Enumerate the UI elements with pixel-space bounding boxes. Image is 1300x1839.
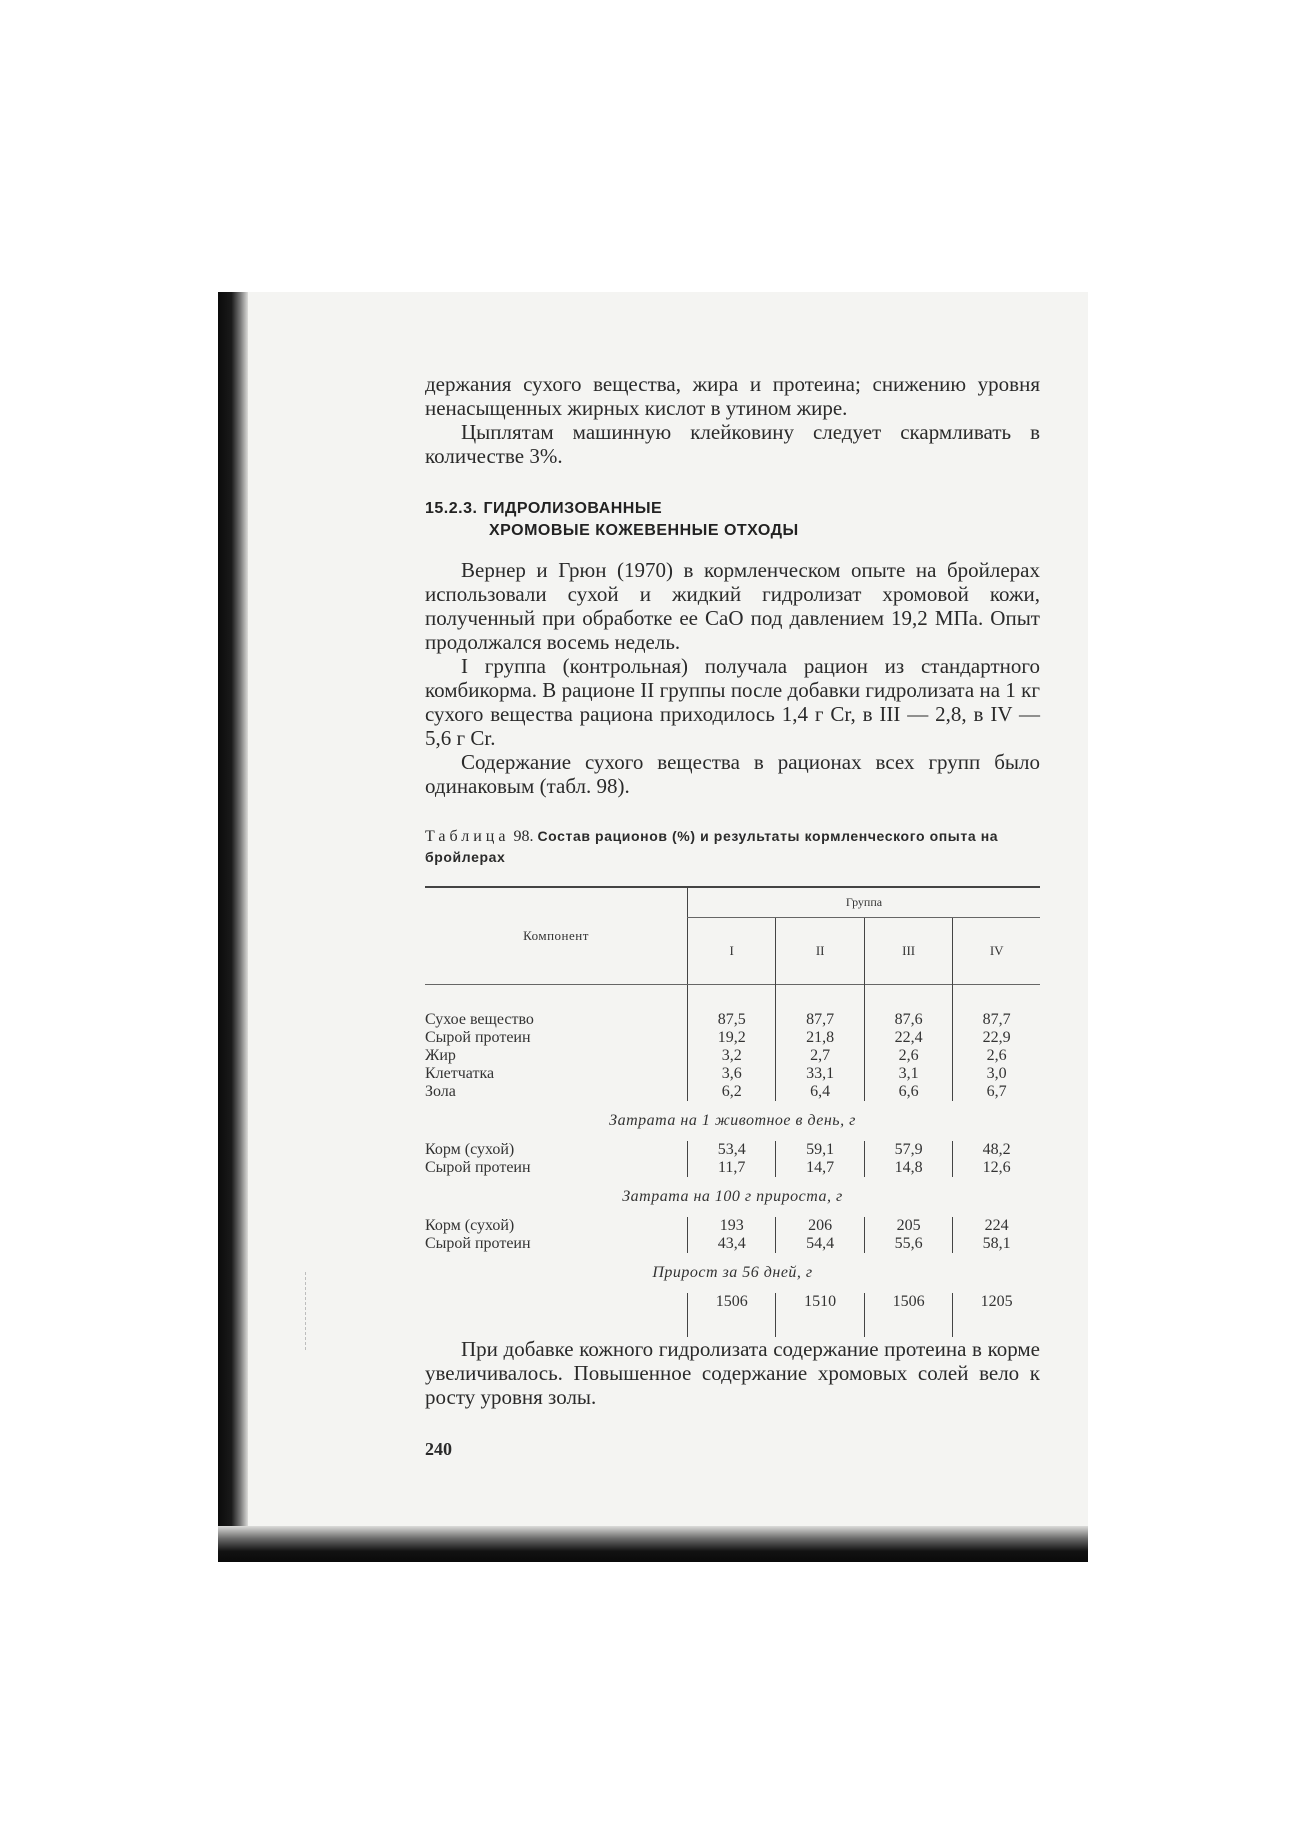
cell: 21,8: [776, 1029, 864, 1047]
intro-paragraph-1: держания сухого вещества, жира и протеина; снижению уровня ненасыщенных жирных кислот в утином жире.: [425, 372, 1040, 420]
cell: 14,7: [776, 1159, 864, 1177]
section-heading-line1: ГИДРОЛИЗОВАННЫЕ: [483, 500, 663, 517]
section-title-3: Прирост за 56 дней, г: [652, 1264, 813, 1281]
row-label: Сухое вещество: [425, 1011, 534, 1028]
table-caption-prefix: Таблица: [425, 828, 510, 845]
table-row: [425, 1159, 1040, 1177]
cell: 48,2: [953, 1141, 1040, 1159]
cell: 53,4: [688, 1141, 776, 1159]
cell: 87,5: [688, 1011, 776, 1029]
body-paragraph-1: Вернер и Грюн (1970) в кормленческом опыте на бройлерах использовали сухой и жидкий гидролизат хромовой кожи, полученный при обработке ее CaO под давлением 19,2 МПа. Опыт продолжался восемь недель.: [425, 558, 1040, 654]
margin-marks: [305, 1272, 308, 1350]
header-col-1: I: [688, 917, 776, 984]
cell: 1506: [688, 1293, 776, 1337]
cell: 59,1: [776, 1141, 864, 1159]
cell: 3,2: [688, 1047, 776, 1065]
cell: 1205: [953, 1293, 1040, 1337]
body-paragraph-2: I группа (контрольная) получала рацион из стандартного комбикорма. В рационе II группы после добавки гидролизата на 1 кг сухого вещества рациона приходилось 1,4 г Cr, в III — 2,8, в IV — 5,6 г Cr.: [425, 654, 1040, 750]
cell: 1506: [864, 1293, 952, 1337]
row-label: Сырой протеин: [425, 1159, 531, 1176]
cell: 12,6: [953, 1159, 1040, 1177]
cell: 6,4: [776, 1083, 864, 1101]
cell: 22,4: [864, 1029, 952, 1047]
table-caption: [425, 826, 1040, 868]
book-page: [425, 372, 1040, 1461]
page-number: 240: [425, 1439, 452, 1459]
closing-paragraph: При добавке кожного гидролизата содержание протеина в корме увеличивалось. Повышенное содержание хромовых солей вело к росту уровня золы.: [425, 1337, 1040, 1409]
cell: 57,9: [864, 1141, 952, 1159]
header-component: Компонент: [425, 887, 688, 985]
cell: 6,7: [953, 1083, 1040, 1101]
row-label: Сырой протеин: [425, 1235, 531, 1252]
cell: 2,6: [864, 1047, 952, 1065]
row-label: Корм (сухой): [425, 1141, 515, 1158]
row-label: Зола: [425, 1083, 456, 1100]
cell: 3,6: [688, 1065, 776, 1083]
cell: 3,0: [953, 1065, 1040, 1083]
cell: 6,2: [688, 1083, 776, 1101]
row-label: Клетчатка: [425, 1065, 495, 1082]
cell: 33,1: [776, 1065, 864, 1083]
cell: 2,7: [776, 1047, 864, 1065]
cell: 58,1: [953, 1235, 1040, 1253]
table-row: [425, 1083, 1040, 1101]
cell: 1510: [776, 1293, 864, 1337]
header-group: Группа: [688, 887, 1041, 917]
cell: 19,2: [688, 1029, 776, 1047]
cell: 3,1: [864, 1065, 952, 1083]
cell: 11,7: [688, 1159, 776, 1177]
section-number: 15.2.3.: [425, 500, 478, 517]
table-row: [425, 1065, 1040, 1083]
cell: 224: [953, 1217, 1040, 1235]
table-row: [425, 1029, 1040, 1047]
header-col-3: III: [864, 917, 952, 984]
table-caption-number: 98.: [513, 828, 534, 845]
table-caption-text: Состав рационов (%) и результаты кормленческого опыта на бройлерах: [425, 828, 999, 865]
section-title-2: Затрата на 100 г прироста, г: [622, 1188, 843, 1205]
cell: 22,9: [953, 1029, 1040, 1047]
cell: 2,6: [953, 1047, 1040, 1065]
section-heading-line2: ХРОМОВЫЕ КОЖЕВЕННЫЕ ОТХОДЫ: [489, 522, 799, 539]
cell: 6,6: [864, 1083, 952, 1101]
section-title-1: Затрата на 1 животное в день, г: [609, 1112, 856, 1129]
table-row: [425, 1293, 1040, 1337]
section-heading: [425, 498, 1040, 542]
cell: 54,4: [776, 1235, 864, 1253]
table-row: [425, 1047, 1040, 1065]
cell: 193: [688, 1217, 776, 1235]
cell: 87,7: [776, 1011, 864, 1029]
cell: 55,6: [864, 1235, 952, 1253]
cell: 14,8: [864, 1159, 952, 1177]
cell: 205: [864, 1217, 952, 1235]
intro-paragraph-2: Цыплятам машинную клейковину следует скармливать в количестве 3%.: [425, 420, 1040, 468]
cell: 87,6: [864, 1011, 952, 1029]
cell: 43,4: [688, 1235, 776, 1253]
row-label: Жир: [425, 1047, 456, 1064]
table-row: [425, 1235, 1040, 1253]
table-row: [425, 1011, 1040, 1029]
header-col-2: II: [776, 917, 864, 984]
cell: 206: [776, 1217, 864, 1235]
scan-left-shadow: [218, 292, 248, 1562]
data-table: [425, 886, 1040, 1337]
header-col-4: IV: [953, 917, 1040, 984]
table-row: [425, 1217, 1040, 1235]
body-paragraph-3: Содержание сухого вещества в рационах всех групп было одинаковым (табл. 98).: [425, 750, 1040, 798]
scan-bottom-shadow: [218, 1526, 1088, 1562]
table-row: [425, 1141, 1040, 1159]
cell: 87,7: [953, 1011, 1040, 1029]
row-label: Сырой протеин: [425, 1029, 531, 1046]
row-label: Корм (сухой): [425, 1217, 515, 1234]
